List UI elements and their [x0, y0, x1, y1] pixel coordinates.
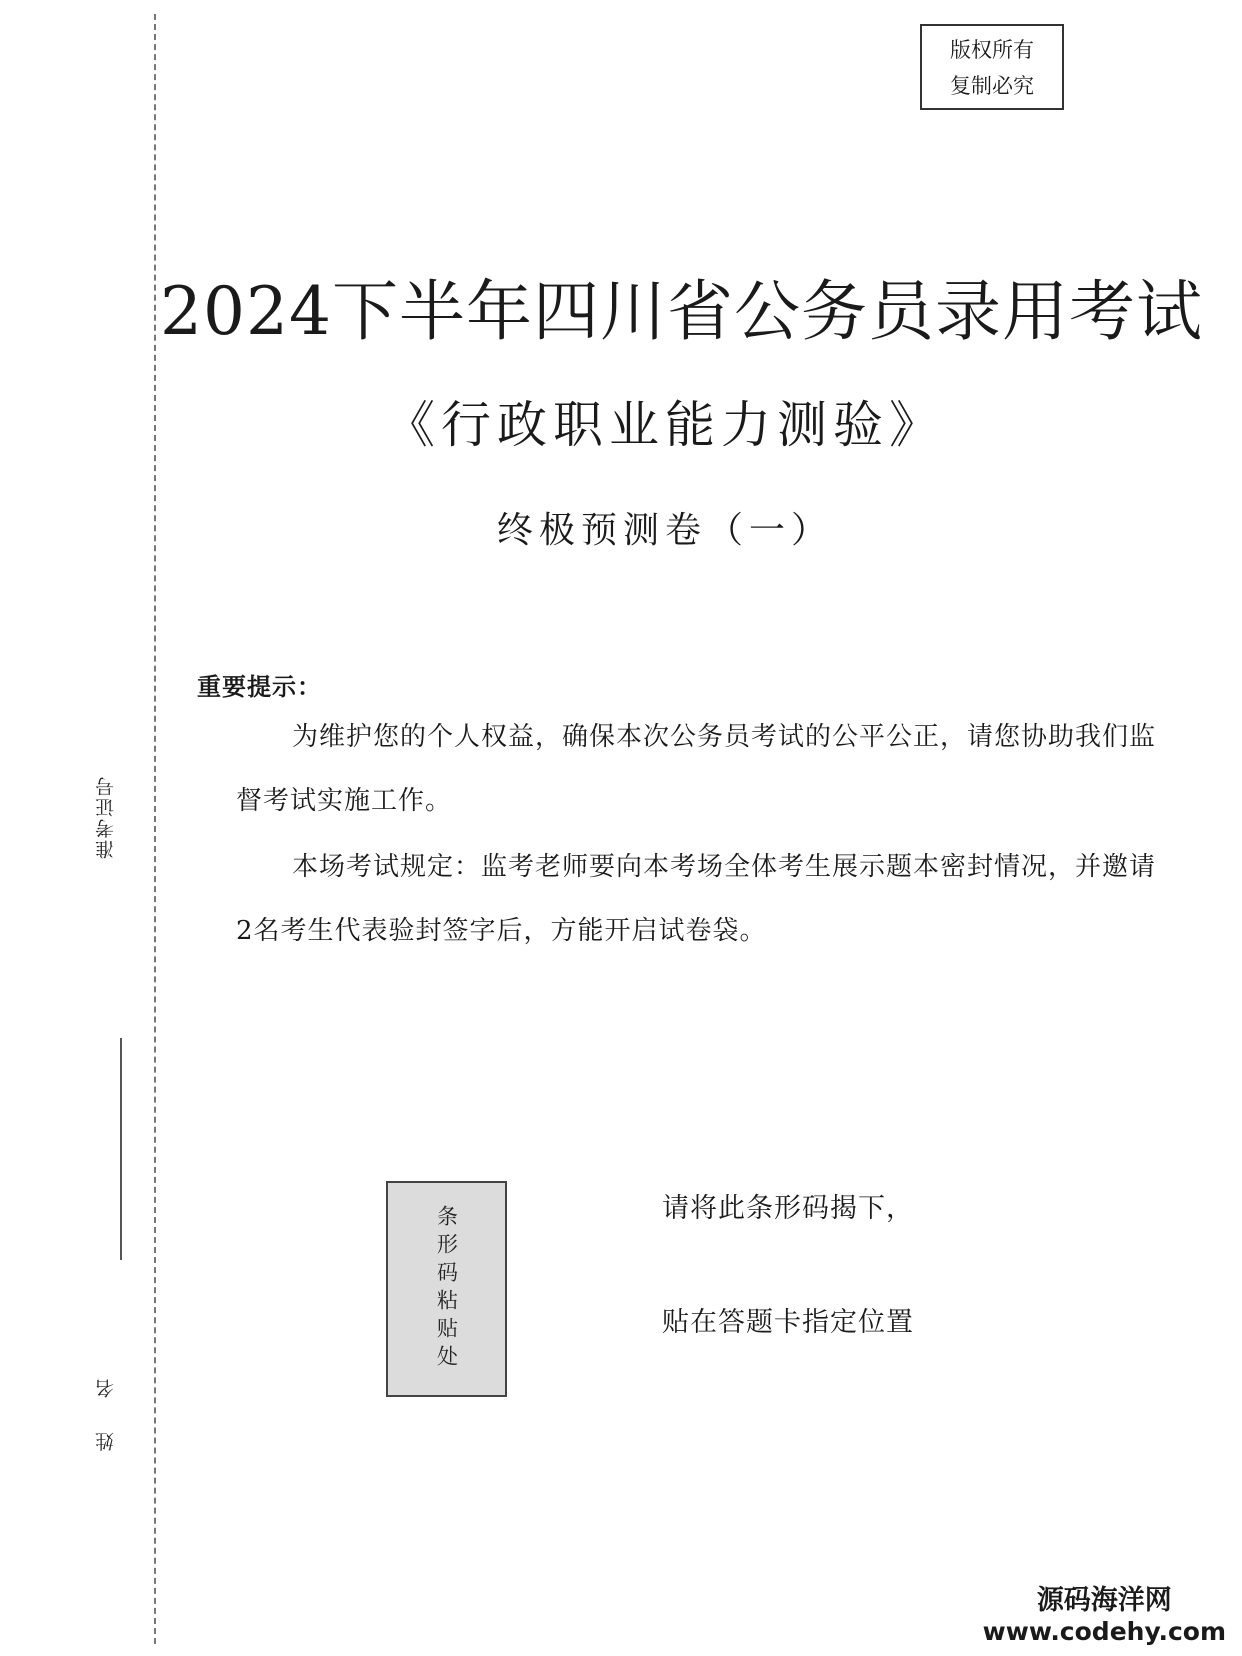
paper-name: 终极预测卷（一） — [496, 510, 833, 551]
binding-dashed-line — [154, 14, 156, 1644]
copyright-line-2: 复制必究 — [950, 74, 1034, 98]
barcode-box-label: 条形码粘贴处 — [434, 1205, 459, 1373]
barcode-instruction-1: 请将此条形码揭下， — [662, 1193, 914, 1224]
exam-id-label: 准考证号 — [95, 775, 117, 859]
exam-id-write-line — [120, 1038, 122, 1260]
exam-title: 2024下半年四川省公务员录用考试 — [160, 273, 1203, 350]
watermark-line-1: 源码海洋网 — [1036, 1585, 1172, 1616]
name-label: 姓名 — [95, 1345, 117, 1451]
barcode-instruction-2: 贴在答题卡指定位置 — [662, 1307, 914, 1338]
notice-heading: 重要提示： — [197, 673, 322, 701]
notice-paragraph-1: 为维护您的个人权益，确保本次公务员考试的公平公正，请您协助我们监督考试实施工作。 — [236, 722, 1157, 816]
watermark-line-2: www.codehy.com — [982, 1617, 1226, 1646]
exam-subject: 《行政职业能力测验》 — [385, 396, 945, 454]
notice-paragraph-2: 本场考试规定：监考老师要向本考场全体考生展示题本密封情况，并邀请2名考生代表验封签字后，方能开启试卷袋。 — [236, 852, 1157, 946]
barcode-sticker-area — [386, 1181, 507, 1397]
site-watermark — [979, 1576, 1230, 1648]
copyright-line-1: 版权所有 — [950, 38, 1034, 62]
copyright-box — [920, 24, 1064, 110]
